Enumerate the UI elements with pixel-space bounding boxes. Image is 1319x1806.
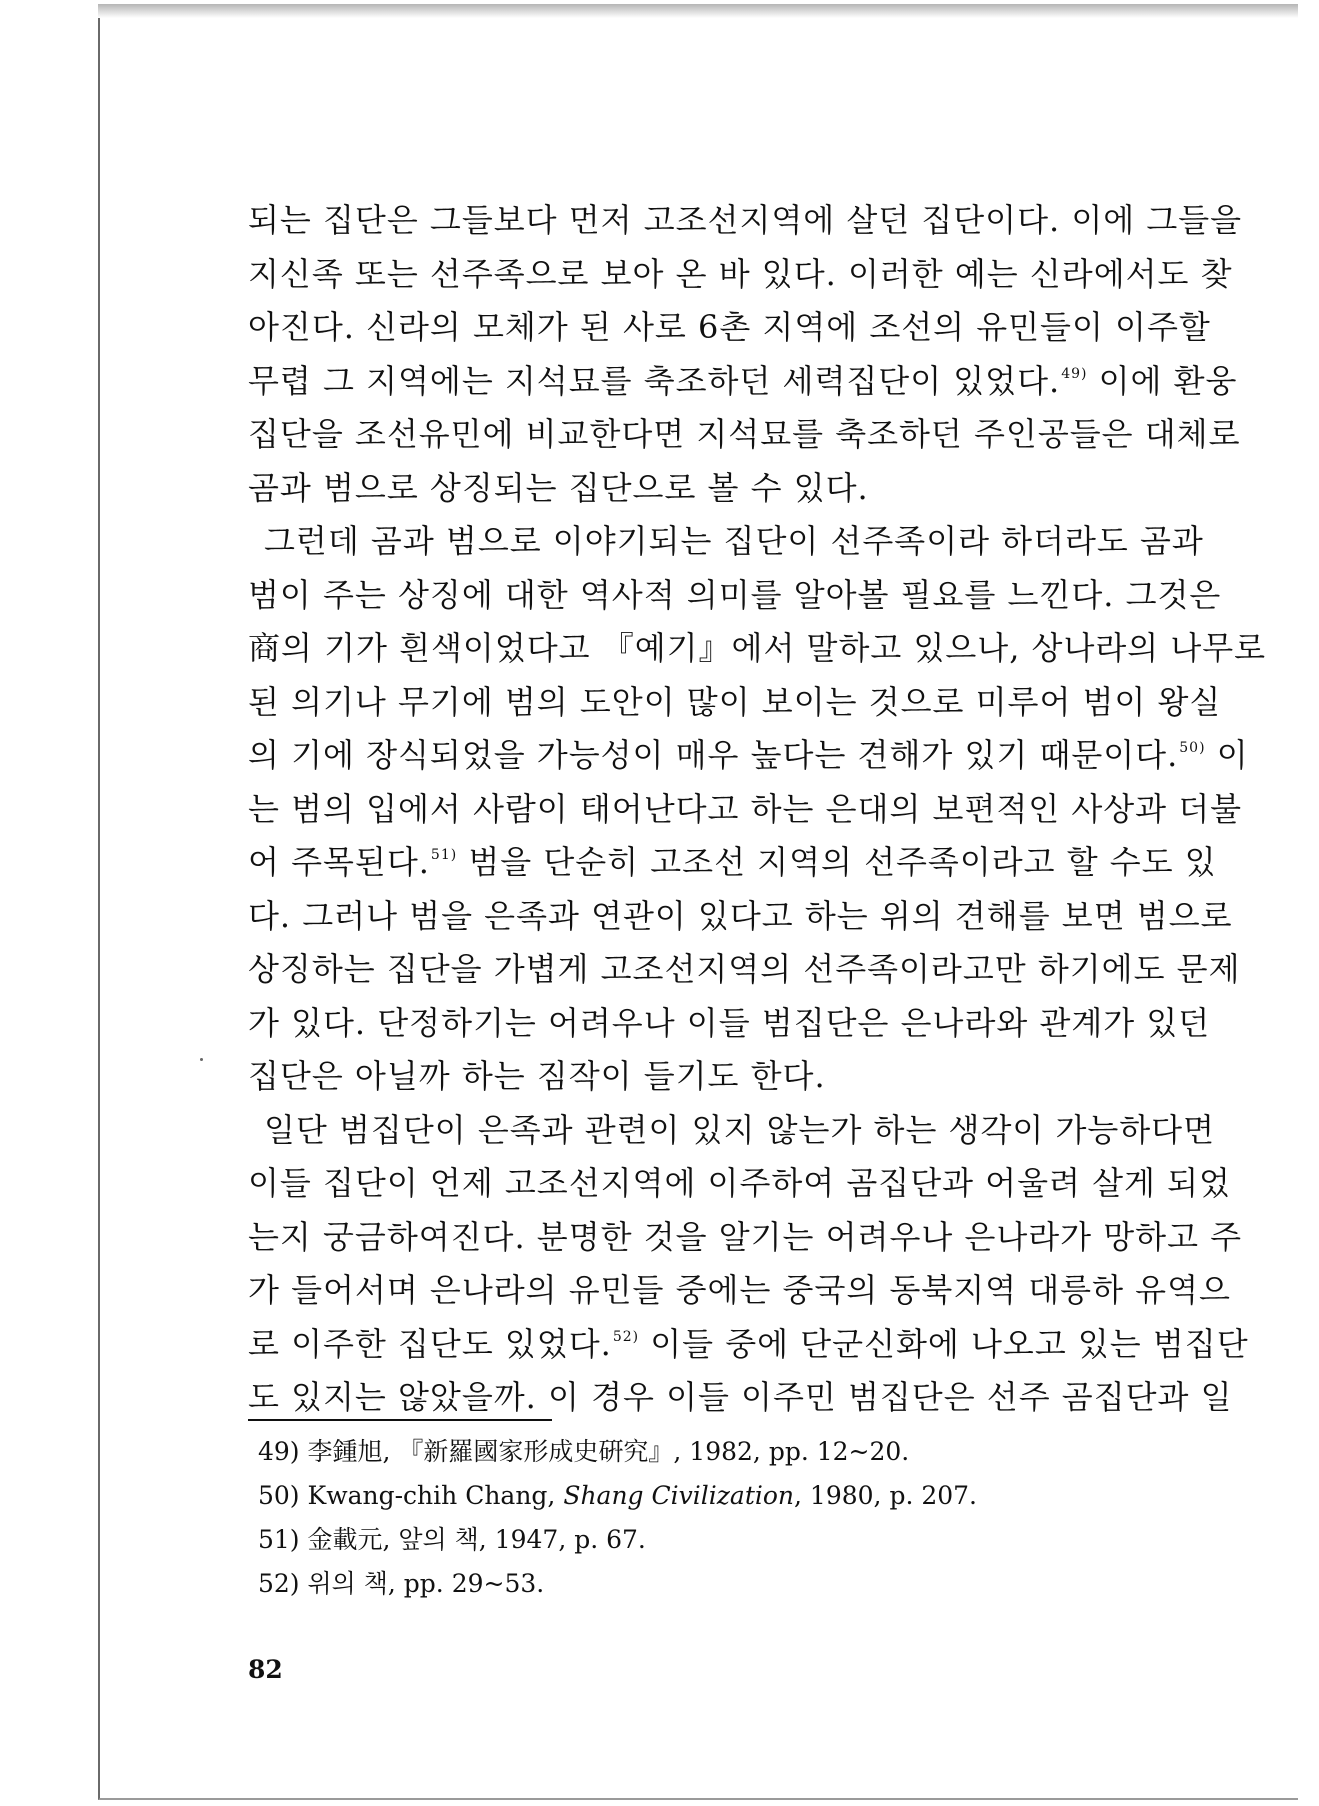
text-line: 범이 주는 상징에 대한 역사적 의미를 알아볼 필요를 느낀다. 그것은 — [248, 575, 1222, 614]
text-line — [248, 836, 1217, 890]
text-segment: 로 이주한 집단도 있었다. — [248, 1324, 612, 1363]
page-speck — [200, 1058, 203, 1061]
text-segment: 이 — [1216, 736, 1249, 774]
footnote-50-title: Shang Civilization — [563, 1481, 795, 1510]
footnote-50-suffix: , 1980, p. 207. — [794, 1481, 978, 1510]
paragraph-start-line: 그런데 곰과 범으로 이야기되는 집단이 선주족이라 하더라도 곰과 — [264, 522, 1204, 560]
text-line: 아진다. 신라의 모체가 된 사로 6촌 지역에 조선의 유민들이 이주할 — [248, 308, 1211, 346]
text-segment: 이들 중에 단군신화에 나오고 있는 범집단 — [650, 1324, 1249, 1363]
text-line: 집단은 아닐까 하는 짐작이 들기도 한다. — [248, 1057, 826, 1095]
paragraph-start-line: 일단 범집단이 은족과 관련이 있지 않는가 하는 생각이 가능하다면 — [264, 1110, 1216, 1149]
text-segment: 범을 단순히 고조선 지역의 선주족이라고 할 수도 있 — [468, 843, 1217, 881]
text-segment: 무렵 그 지역에는 지석묘를 축조하던 세력집단이 있었다. — [248, 361, 1061, 400]
text-segment: 의 기에 장식되었을 가능성이 매우 높다는 견해가 있기 때문이다. — [248, 736, 1179, 774]
footnote-ref-49: 49) — [1061, 365, 1088, 382]
text-line: 가 있다. 단정하기는 어려우나 이들 범집단은 은나라와 관계가 있던 — [248, 1003, 1211, 1042]
footnote-ref-51: 51) — [430, 847, 458, 863]
body-text — [248, 194, 1267, 1425]
text-line — [248, 729, 1249, 783]
text-line: 된 의기나 무기에 범의 도안이 많이 보이는 것으로 미루어 범이 왕실 — [248, 682, 1222, 721]
text-line: 되는 집단은 그들보다 먼저 고조선지역에 살던 집단이다. 이에 그들을 — [248, 201, 1243, 239]
text-line: 도 있지는 않았을까. 이 경우 이들 이주민 범집단은 선주 곰집단과 일 — [248, 1378, 1233, 1416]
footnotes — [258, 1430, 1158, 1606]
text-line — [248, 355, 1238, 409]
footnote-ref-52: 52) — [612, 1328, 640, 1345]
footnote-divider — [248, 1419, 552, 1421]
footnote-50-prefix: 50) Kwang-chih Chang, — [258, 1481, 564, 1510]
text-line: 다. 그러나 범을 은족과 연관이 있다고 하는 위의 견해를 보면 범으로 — [248, 896, 1233, 935]
text-line: 이들 집단이 언제 고조선지역에 이주하여 곰집단과 어울려 살게 되었 — [248, 1164, 1231, 1202]
text-segment: 이에 환웅 — [1098, 361, 1238, 400]
text-segment: 어 주목된다. — [248, 843, 430, 881]
text-line — [248, 1318, 1249, 1372]
text-line: 가 들어서며 은나라의 유민들 중에는 중국의 동북지역 대릉하 유역으 — [248, 1271, 1231, 1309]
footnote-ref-50: 50) — [1179, 740, 1206, 756]
footnote-52: 52) 위의 책, pp. 29~53. — [258, 1569, 545, 1598]
text-line: 곰과 범으로 상징되는 집단으로 볼 수 있다. — [248, 468, 869, 507]
footnote-51: 51) 金載元, 앞의 책, 1947, p. 67. — [258, 1525, 646, 1554]
page-number: 82 — [248, 1655, 283, 1684]
text-line: 상징하는 집단을 가볍게 고조선지역의 선주족이라고만 하기에도 문제 — [248, 950, 1241, 988]
page-top-shadow — [98, 4, 1298, 18]
text-line: 는 범의 입에서 사람이 태어난다고 하는 은대의 보편적인 사상과 더불 — [248, 789, 1243, 828]
text-line: 지신족 또는 선주족으로 보아 온 바 있다. 이러한 예는 신라에서도 찾 — [248, 254, 1233, 293]
footnote-50 — [258, 1474, 1158, 1518]
text-line: 商의 기가 흰색이었다고 『예기』에서 말하고 있으나, 상나라의 나무로 — [248, 629, 1267, 667]
footnote-49: 49) 李鍾旭, 『新羅國家形成史硏究』, 1982, pp. 12~20. — [258, 1437, 910, 1466]
text-line: 는지 궁금하여진다. 분명한 것을 알기는 어려우나 은나라가 망하고 주 — [248, 1217, 1243, 1256]
text-line: 집단을 조선유민에 비교한다면 지석묘를 축조하던 주인공들은 대체로 — [248, 415, 1241, 453]
